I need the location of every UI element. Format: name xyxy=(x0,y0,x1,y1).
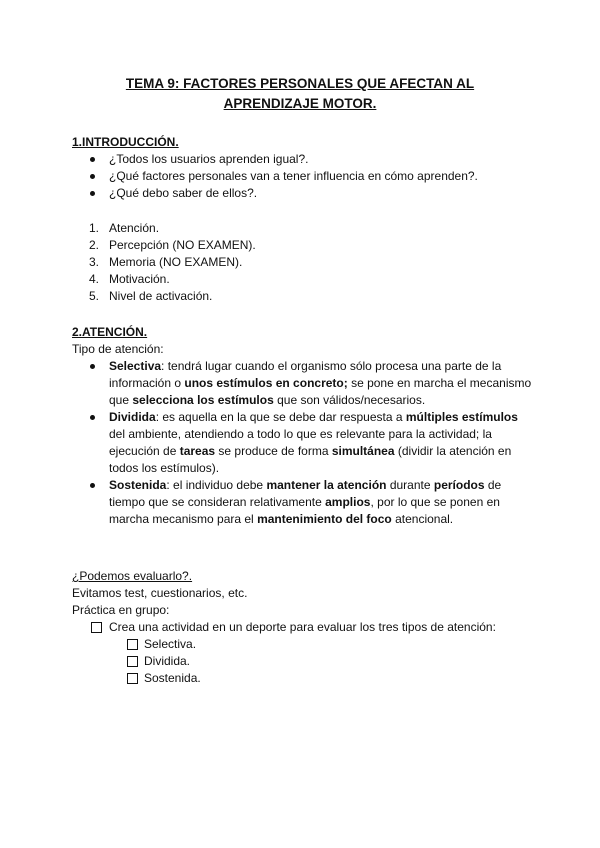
section-evaluacion xyxy=(72,568,502,687)
emphasis: períodos xyxy=(433,478,485,492)
list-item xyxy=(72,271,542,288)
text: (dividir la atención en todos los estímulos). xyxy=(109,444,512,475)
list-number: 3. xyxy=(89,255,100,269)
checklist-option-text: Sostenida. xyxy=(144,671,201,685)
section-heading-atencion: 2.ATENCIÓN. xyxy=(72,325,148,339)
checklist-item-option xyxy=(72,636,502,653)
text: se produce de forma xyxy=(215,444,332,458)
checkbox-icon[interactable] xyxy=(127,639,138,650)
evaluation-question: ¿Podemos evaluarlo?. xyxy=(72,569,193,583)
list-item: ¿Todos los usuarios aprenden igual?. xyxy=(72,151,542,168)
intro-bullet-list xyxy=(72,151,542,202)
list-item-text: Memoria (NO EXAMEN). xyxy=(109,255,243,269)
emphasis: tareas xyxy=(179,444,216,458)
text: durante xyxy=(386,478,434,492)
list-number: 2. xyxy=(89,238,100,252)
checkbox-icon[interactable] xyxy=(91,622,102,633)
list-item-text: Atención. xyxy=(109,221,160,235)
text: que son válidos/necesarios. xyxy=(273,393,426,407)
factors-numbered-list xyxy=(72,220,542,305)
list-number: 1. xyxy=(89,221,100,235)
emphasis: múltiples estímulos xyxy=(405,410,518,424)
emphasis: amplios xyxy=(325,495,371,509)
checklist-task-text: Crea una actividad en un deporte para evaluar los tres tipos de atención: xyxy=(109,620,496,634)
text: del ambiente, atendiendo a todo lo que es relevante para la actividad; la ejecución de xyxy=(109,427,492,458)
list-item-sostenida xyxy=(72,477,532,528)
list-item: ¿Qué factores personales van a tener influencia en cómo aprenden?. xyxy=(72,168,542,185)
title-line-2: APRENDIZAJE MOTOR. xyxy=(223,96,377,111)
attention-types-subtitle: Tipo de atención: xyxy=(72,342,164,356)
emphasis: selecciona los estímulos xyxy=(132,393,274,407)
checklist-item-option xyxy=(72,670,502,687)
list-item: ¿Qué debo saber de ellos?. xyxy=(72,185,542,202)
list-item xyxy=(72,237,542,254)
text: se pone en marcha el mecanismo que xyxy=(109,376,532,407)
text: , por lo que se ponen en marcha mecanismo para el xyxy=(109,495,500,526)
list-item xyxy=(72,220,542,237)
emphasis: unos estímulos en concreto; xyxy=(184,376,348,390)
emphasis: simultánea xyxy=(331,444,395,458)
section-heading-introduccion: 1.INTRODUCCIÓN. xyxy=(72,135,179,149)
checklist-option-text: Dividida. xyxy=(144,654,191,668)
emphasis: mantener la atención xyxy=(266,478,387,492)
list-item-text: Motivación. xyxy=(109,272,170,286)
list-item-text: Percepción (NO EXAMEN). xyxy=(109,238,256,252)
attention-types-list xyxy=(72,358,532,528)
list-number: 4. xyxy=(89,272,100,286)
list-item-text: Nivel de activación. xyxy=(109,289,213,303)
list-item-dividida xyxy=(72,409,532,477)
text: : es aquella en la que se debe dar respuesta a xyxy=(155,410,406,424)
document-title xyxy=(0,74,600,114)
checkbox-icon[interactable] xyxy=(127,656,138,667)
section-introduccion xyxy=(72,134,542,202)
list-item xyxy=(72,254,542,271)
evaluation-line-1: Evitamos test, cuestionarios, etc. xyxy=(72,586,248,600)
term-sostenida: Sostenida xyxy=(109,478,167,492)
list-item xyxy=(72,288,542,305)
evaluation-line-2: Práctica en grupo: xyxy=(72,603,170,617)
text: : tendrá lugar cuando el organismo sólo procesa una parte de la información o xyxy=(109,359,502,390)
text: atencional. xyxy=(391,512,454,526)
title-line-1: TEMA 9: FACTORES PERSONALES QUE AFECTAN AL xyxy=(125,76,475,91)
list-number: 5. xyxy=(89,289,100,303)
text: de tiempo que se consideran relativamente xyxy=(109,478,502,509)
checkbox-icon[interactable] xyxy=(127,673,138,684)
emphasis: mantenimiento del foco xyxy=(257,512,392,526)
group-practice-checklist xyxy=(72,619,502,687)
list-item-selectiva xyxy=(72,358,532,409)
section-atencion xyxy=(72,324,532,528)
checklist-item-task xyxy=(72,619,502,636)
term-dividida: Dividida xyxy=(109,410,156,424)
checklist-item-option xyxy=(72,653,502,670)
checklist-option-text: Selectiva. xyxy=(144,637,197,651)
term-selectiva: Selectiva xyxy=(109,359,162,373)
text: : el individuo debe xyxy=(166,478,267,492)
